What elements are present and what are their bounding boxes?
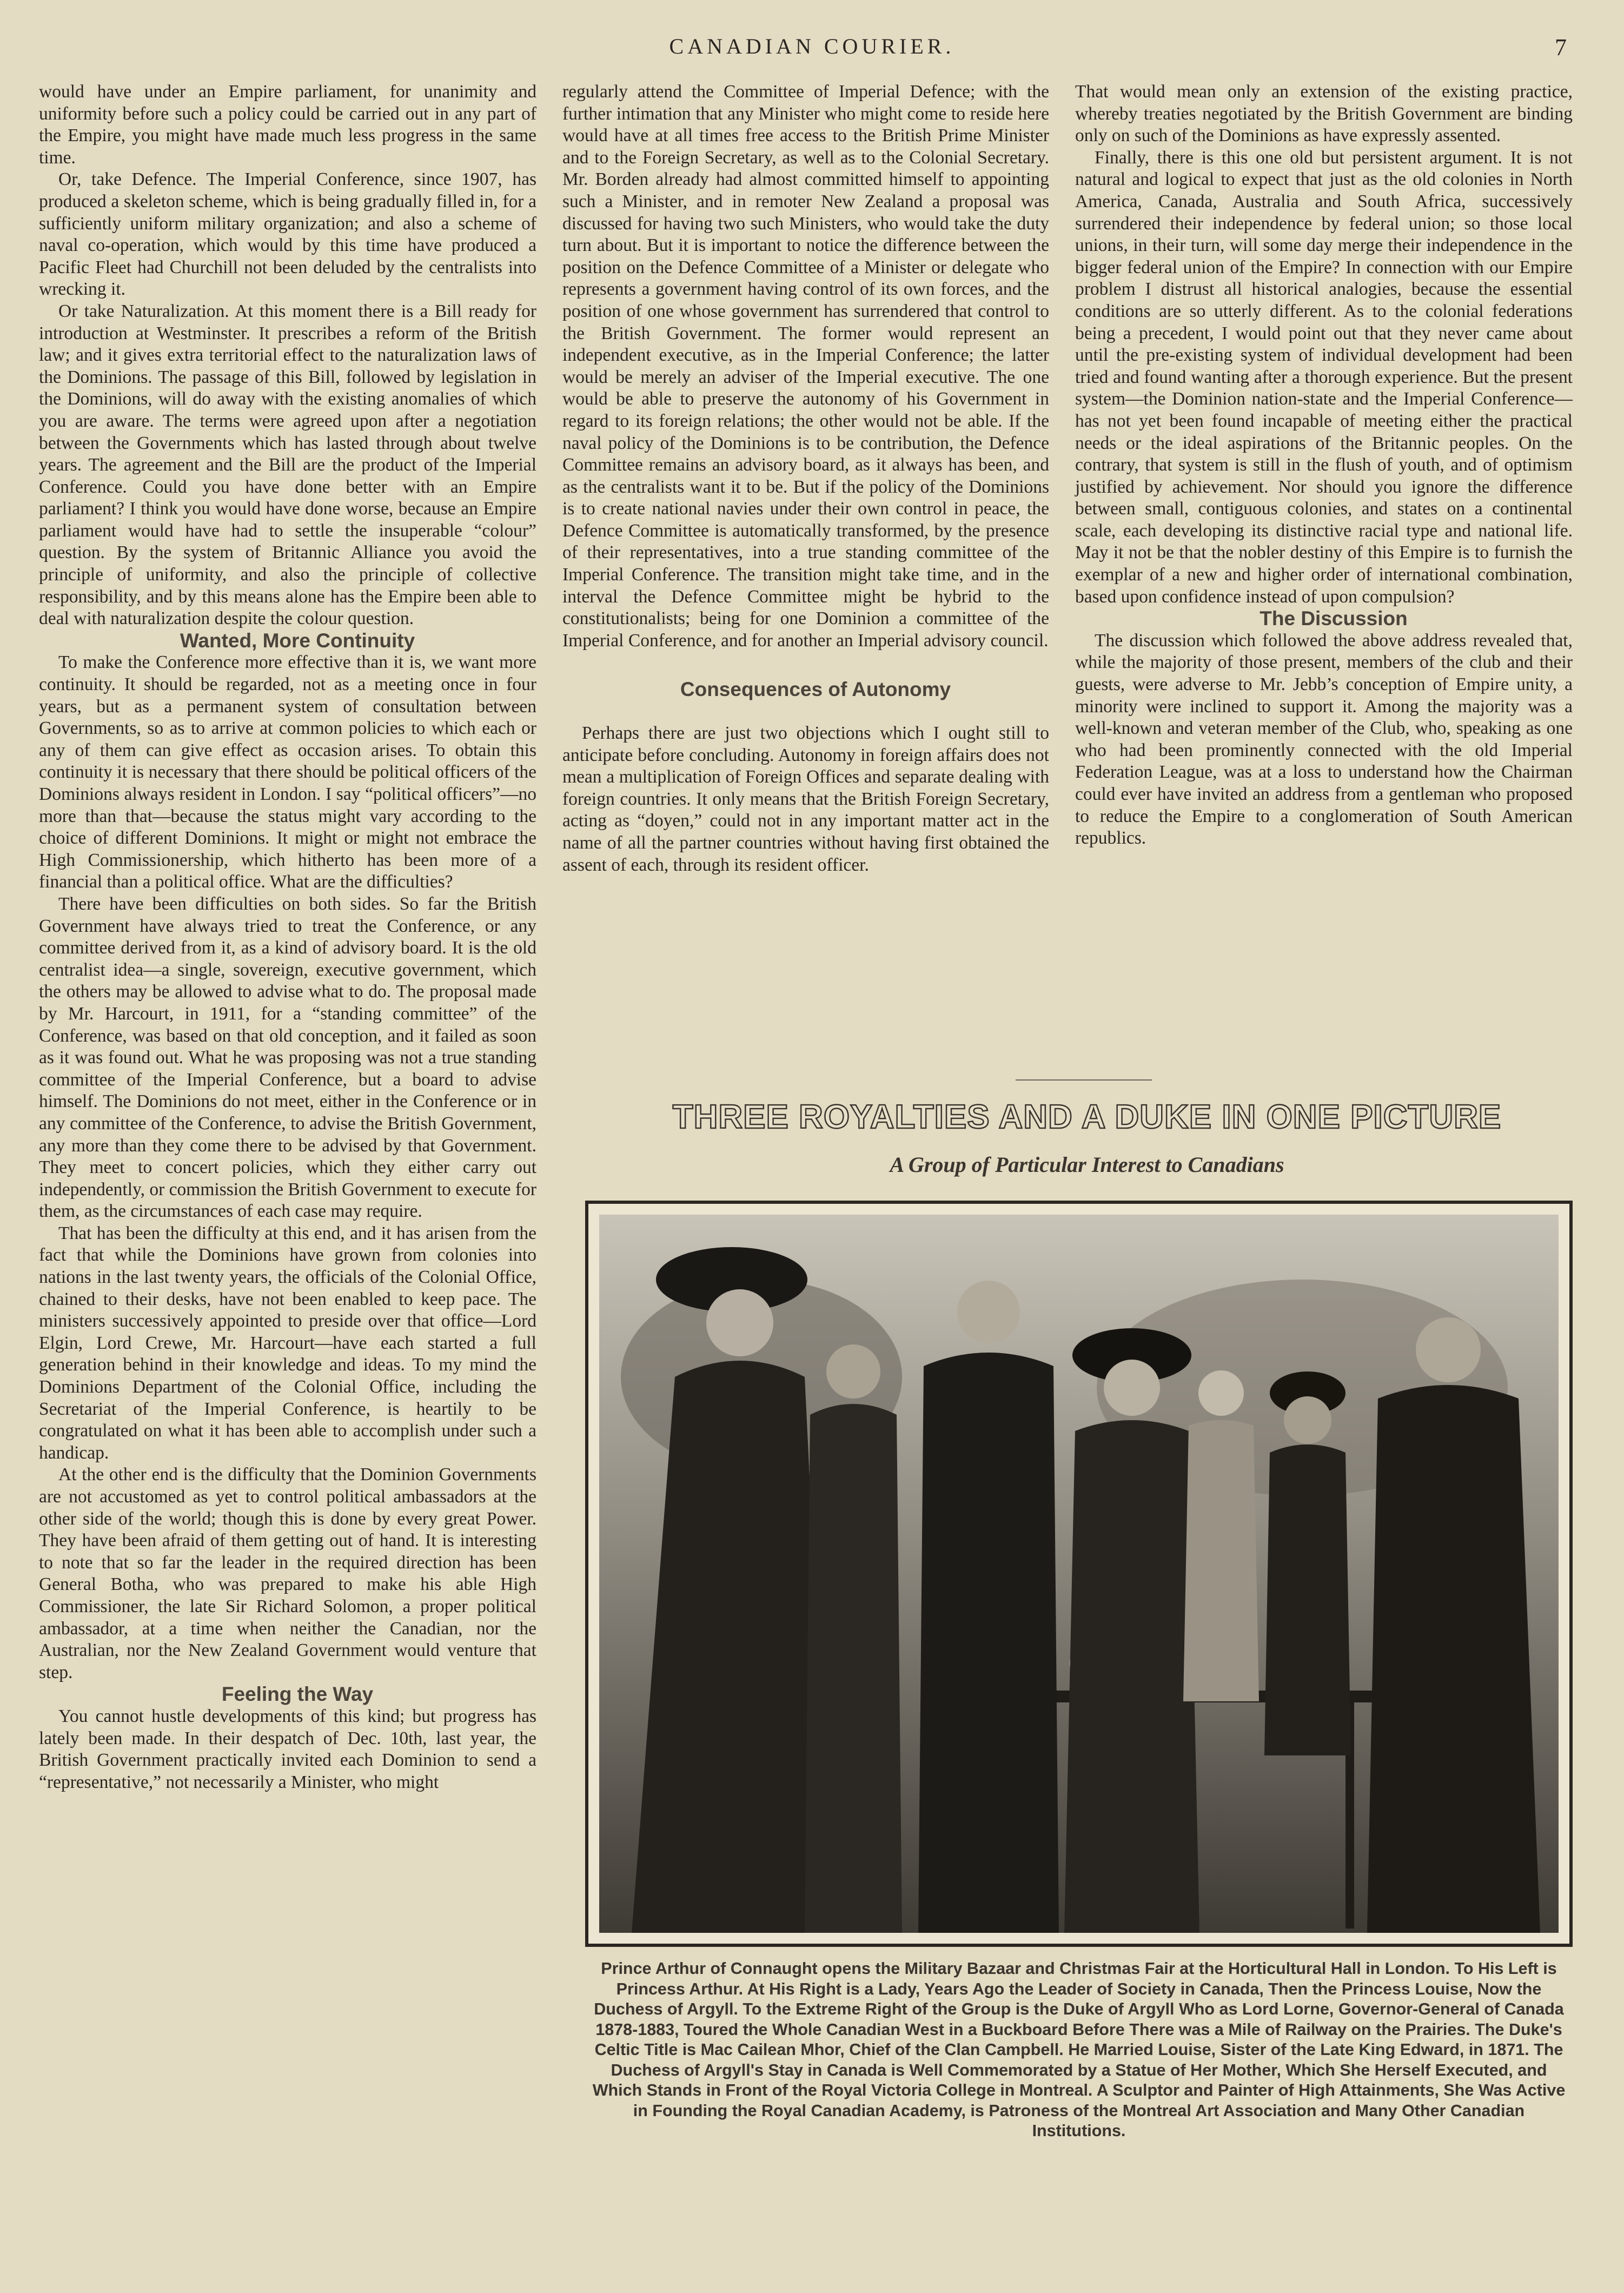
- paragraph: That has been the difficulty at this end, and it has arisen from the fact that while the Dominions have grown from colonies into nations in the last twenty years, the officials of the Colonial Office, chained to their desks, have not been enabled to keep pace. The ministers successively appointed to preside over that office—Lord Elgin, Lord Crewe, Mr. Harcourt—have each started a full generation behind in their knowledge and ideas. To my mind the Dominions Department of the Colonial Office, including the Secretariat of the Imperial Conference, is heartily to be congratulated on what it has been able to accomplish under such a handicap.: [39, 1223, 536, 1463]
- paragraph: The discussion which followed the above address revealed that, while the majority of those present, members of the club and their guests, were adverse to Mr. Jebb’s conception of Empire unity, a minority were inclined to support it. Among the majority was a well-known and veteran member of the Club, who, speaking as one who had been prominently connected with the old Imperial Federation League, was at a loss to understand how the Chairman could ever have invited an address from a gentleman who proposed to reduce the Empire to a conglomeration of South American republics.: [1075, 630, 1573, 849]
- section-heading: Feeling the Way: [221, 1683, 374, 1706]
- masthead: CANADIAN COURIER.: [669, 34, 955, 58]
- column-3: [1075, 81, 1573, 850]
- paragraph: Or, take Defence. The Imperial Conference, since 1907, has produced a skeleton scheme, which is being gradually filled in, for a sufficiently uniform military organization; and also a scheme of naval co-operation, which would by this time have produced a Pacific Fleet had Churchill not been deluded by the centralists into wrecking it.: [39, 169, 536, 300]
- column-2: [562, 81, 1049, 876]
- section-heading: The Discussion: [1260, 607, 1408, 630]
- paragraph: Perhaps there are just two objections which I ought still to anticipate before concluding. Autonomy in foreign affairs does not mean a multiplication of Foreign Offices and separate dealing with foreign countries. It only means that the British Foreign Secretary, acting as “doyen,” could not in any important matter act in the name of all the partner countries without having first obtained the assent of each, through its resident officer.: [562, 723, 1049, 875]
- paragraph: You cannot hustle developments of this kind; but progress has lately been made. In their despatch of Dec. 10th, last year, the British Government practically invited each Dominion to send a “representative,” not necessarily a Minister, who might: [39, 1706, 536, 1792]
- paragraph: would have under an Empire parliament, for unanimity and uniformity before such a policy could be carried out in any part of the Empire, you might have made much less progress in the same time.: [39, 82, 536, 168]
- photo-frame: [585, 1201, 1573, 1947]
- paragraph: Or take Naturalization. At this moment there is a Bill ready for introduction at Westminster. It prescribes a reform of the British law; and it gives extra territorial effect to the naturalization laws of the Dominions. The passage of this Bill, followed by legislation in the Dominions, will do away with the existing anomalies of which you are aware. The terms were agreed upon after a negotiation between the Governments which has lasted through about twelve years. The agreement and the Bill are the product of the Imperial Conference. Could you have done better with an Empire parliament? I think you would have done worse, because an Empire parliament would have had to settle the insuperable “colour” question. By the system of Britannic Alliance you avoid the principle of uniformity, and also the principle of collective responsibility, and by this means alone has the Empire been able to deal with naturalization despite the colour question.: [39, 301, 536, 629]
- paragraph: That would mean only an extension of the existing practice, whereby treaties negotiated by the British Government are binding only on such of the Dominions as have expressly assented.: [1075, 82, 1573, 146]
- paragraph: At the other end is the difficulty that the Dominion Governments are not accustomed as yet to control political ambassadors at the other side of the world; though this is done by every great Power. They have been afraid of them getting out of hand. It is interesting to note that so far the leader in the required direction has been General Botha, who was prepared to make his able High Commissioner, the late Sir Richard Solomon, a proper political ambassador, at a time when neither the Canadian, nor the Australian, nor the New Zealand Government would venture that step.: [39, 1464, 536, 1682]
- section-heading: Consequences of Autonomy: [680, 678, 951, 701]
- column-1: [39, 81, 536, 1793]
- photo-caption: Prince Arthur of Connaught opens the Military Bazaar and Christmas Fair at the Horticultural Hall in London. To His Left is Princess Arthur. At His Right is a Lady, Years Ago the Leader of Society in Canada, Then the Princess Louise, Now the Duchess of Argyll. To the Extreme Right of the Group is the Duke of Argyll Who as Lord Lorne, Governor-General of Canada 1878-1883, Toured the Whole Canadian West in a Buckboard Before There was a Mile of Railway on the Prairies. The Duke's Celtic Title is Mac Cailean Mhor, Chief of the Clan Campbell. He Married Louise, Sister of the Late King Edward, in 1871. The Duchess of Argyll's Stay in Canada is Well Commemorated by a Statue of Her Mother, Which She Herself Executed, and Which Stands in Front of the Royal Victoria College in Montreal. A Sculptor and Painter of High Attainments, She Was Active in Founding the Royal Canadian Academy, is Patroness of the Montreal Art Association and Many Other Canadian Institutions.: [592, 1959, 1566, 2140]
- feature-subtitle: A Group of Particular Interest to Canadians: [890, 1152, 1284, 1177]
- paragraph: regularly attend the Committee of Imperial Defence; with the further intimation that any Minister who might come to reside here would have at all times free access to the British Prime Minister and to the Foreign Secretary, as well as to the Colonial Secretary. Mr. Borden already had almost committed himself to appointing such a Minister, and in remoter New Zealand a proposal was discussed for having two such Ministers, who would take the duty turn about. But it is important to notice the difference between the position on the Defence Committee of a Minister or delegate who represents a government having control of its own forces, and the position of one whose government has surrendered that control to the British Government. The former would represent an independent executive, as in the Imperial Conference; the latter would be merely an adviser of the Imperial executive. The one would be able to preserve the autonomy of his Government in regard to its foreign relations; the other would not be able. If the naval policy of the Dominions is to be contribution, the Defence Committee remains an advisory board, as it always has been, and as the centralists want it to be. But if the policy of the Dominions is to create national navies under their own control in peace, the Defence Committee is automatically transformed, by the presence of their representatives, into a true standing committee of the Imperial Conference. The transition might take time, and in the interval the Defence Committee might be hybrid to the constitutionalists; being for one Dominion a committee of the Imperial Conference, and for another an Imperial advisory council.: [562, 82, 1049, 651]
- page-number: 7: [1555, 34, 1567, 61]
- paragraph: To make the Conference more effective than it is, we want more continuity. It should be regarded, not as a meeting once in four years, but as a permanent system of consultation between Governments, so as to arrive at common policies to which each or any of them can give effect as occasion arises. To obtain this continuity it is necessary that there should be political officers of the Dominions always resident in London. I say “political officers”—no more than that—because the status might vary according to the choice of different Dominions. It might or might not embrace the High Commissionership, which hitherto has been more of a financial than a political office. What are the difficulties?: [39, 652, 536, 892]
- paragraph: There have been difficulties on both sides. So far the British Government have always tried to treat the Conference, or any committee derived from it, as a kind of advisory board. It is the old centralist idea—a single, sovereign, executive government, which the others may be allowed to advise what to do. The proposal made by Mr. Harcourt, in 1911, for a “standing committee” of the Conference, was based on that old conception, and it failed as soon as it was found out. What he was proposing was not a true standing committee of the Imperial Conference, but a board to advise himself. The Dominions do not meet, either in the Conference or in any committee of the Conference, to advise the British Government, any more than they come there to be advised by that Government. They meet to concert policies, which they either carry out independently, or commission the British Government to execute for them, as the circumstances of each case may require.: [39, 893, 536, 1222]
- feature-title: THREE ROYALTIES AND A DUKE IN ONE PICTURE: [672, 1098, 1502, 1136]
- paragraph: Finally, there is this one old but persistent argument. It is not natural and logical to expect that just as the old colonies in North America, Canada, Australia and South Africa, successively surrendered their independence by federal union; so those local unions, in their turn, will some day merge their independence in the bigger federal union of the Empire? In connection with our Empire problem I distrust all historical analogies, because the essential conditions are so utterly different. As to the colonial federations being a precedent, I would point out that they never came about until the pre-existing system of individual development had been tried and found wanting after a thorough experience. But the present system—the Dominion nation-state and the Imperial Conference—has not yet been found incapable of meeting either the practical needs or the ideal aspirations of the Britannic peoples. On the contrary, that system is still in the flush of youth, and of optimism justified by achievement. Nor should you ignore the difference between small, contiguous colonies, and states on a continental scale, each developing its distinctive racial type and national life. May it not be that the nobler destiny of this Empire is to furnish the exemplar of a new and higher order of international combination, based upon confidence instead of upon compulsion?: [1075, 147, 1573, 607]
- page-header: [0, 34, 1624, 71]
- group-photograph: [599, 1215, 1559, 1933]
- section-heading: Wanted, More Continuity: [180, 629, 415, 652]
- divider: [1016, 1079, 1152, 1081]
